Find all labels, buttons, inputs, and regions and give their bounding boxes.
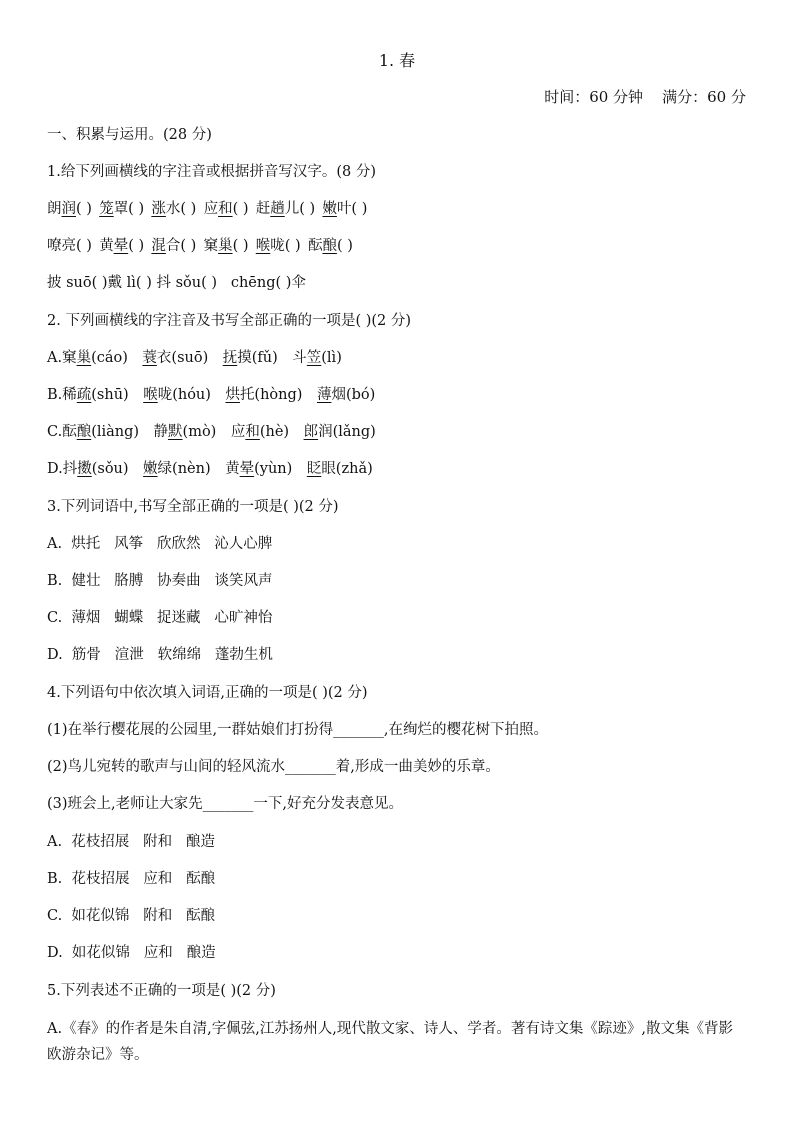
time-limit: 时间：60 分钟: [544, 88, 644, 106]
exam-meta: [544, 86, 746, 108]
question-1-row-2: [47, 235, 353, 257]
word-text: 黄: [99, 238, 114, 254]
word-text: 酝: [307, 238, 323, 254]
underlined-char: 烘: [225, 387, 240, 403]
question-2-option-b: [47, 384, 375, 406]
question-4-stem: 4.下列语句中依次填入词语,正确的一项是( )(2 分): [47, 685, 368, 701]
underlined-char: 眨: [306, 461, 322, 477]
question-4-option-b: B. 花枝招展 应和 酝酿: [47, 871, 216, 887]
word-blank: ( ): [232, 201, 249, 217]
underlined-char: 混: [151, 238, 166, 254]
word-blank: 合( ): [165, 238, 197, 254]
question-1-row-1: [47, 198, 367, 220]
full-score: 满分：60 分: [662, 88, 746, 106]
word-text: 窠: [62, 350, 77, 366]
pinyin-text: (lì): [321, 350, 342, 366]
word-text: 酝: [62, 424, 77, 440]
pinyin-text: (mò): [182, 424, 217, 440]
underlined-char: 笠: [306, 350, 322, 366]
row-3-part-2: chēng( )伞: [230, 275, 306, 291]
underlined-char: 喉: [143, 387, 158, 403]
word-blank: 咙( ): [270, 238, 301, 254]
word-text: 抖: [62, 461, 78, 477]
word-blank: ( ): [76, 201, 92, 217]
pinyin-text: 烟(bó): [331, 387, 376, 403]
underlined-char: 蓑: [142, 350, 157, 366]
underlined-char: 巢: [76, 350, 92, 366]
row-3-part-1: 披 suō( )戴 lì( ) 抖 sǒu( ): [47, 275, 217, 291]
option-letter: A.: [47, 350, 63, 366]
question-3-option-b: B. 健壮 胳膊 协奏曲 谈笑风声: [47, 573, 273, 589]
option-letter: D.: [47, 461, 63, 477]
question-4-sentence-3: (3)班会上,老师让大家先_______一下,好充分发表意见。: [47, 796, 404, 812]
underlined-char: 郎: [303, 424, 319, 440]
underlined-char: 笼: [99, 201, 114, 217]
word-text: 斗: [292, 350, 307, 366]
pinyin-text: 衣(suō): [156, 350, 209, 366]
word-text: 朗: [47, 201, 62, 217]
pinyin-text: (cáo): [91, 350, 128, 366]
question-2-stem: 2. 下列画横线的字注音及书写全部正确的一项是( )(2 分): [47, 313, 412, 329]
word-text: 静: [153, 424, 169, 440]
question-5-stem: 5.下列表述不正确的一项是( )(2 分): [47, 983, 276, 999]
question-3-option-a: A. 烘托 风筝 欣欣然 沁人心脾: [47, 536, 273, 552]
pinyin-text: 托(hòng): [239, 387, 303, 403]
underlined-char: 巢: [218, 238, 233, 254]
underlined-char: 抚: [222, 350, 238, 366]
question-3-option-d: D. 筋骨 渲泄 软绵绵 蓬勃生机: [47, 647, 273, 663]
page-title: 1. 春: [378, 51, 416, 70]
pinyin-text: (liàng): [91, 424, 140, 440]
pinyin-text: (sǒu): [91, 461, 129, 477]
underlined-char: 酿: [322, 238, 337, 254]
underlined-char: 喉: [255, 238, 271, 254]
word-blank: 叶( ): [336, 201, 368, 217]
underlined-char: 润: [61, 201, 76, 217]
question-3-option-c: C. 薄烟 蝴蝶 捉迷藏 心旷神怡: [47, 610, 273, 626]
underlined-char: 酿: [76, 424, 92, 440]
question-4-option-d: D. 如花似锦 应和 酿造: [47, 945, 216, 961]
question-2-option-c: [47, 421, 376, 443]
word-blank: ( ): [232, 238, 249, 254]
underlined-char: 涨: [151, 201, 166, 217]
option-letter: B.: [47, 387, 63, 403]
pinyin-text: (shū): [91, 387, 129, 403]
underlined-char: 薄: [316, 387, 332, 403]
underlined-char: 嫩: [143, 461, 158, 477]
pinyin-text: (hè): [259, 424, 290, 440]
underlined-char: 默: [168, 424, 183, 440]
question-2-option-d: [47, 458, 373, 480]
question-1-stem: 1.给下列画横线的字注音或根据拼音写汉字。(8 分): [47, 164, 376, 180]
section-heading: 一、积累与运用。(28 分): [47, 127, 212, 143]
word-text: 稀: [62, 387, 77, 403]
question-5-option-a: A.《春》的作者是朱自清,字佩弦,江苏扬州人,现代散文家、诗人、学者。著有诗文集《踪迹》,散文集《背影欧游杂记》等。: [47, 1021, 734, 1063]
underlined-char: 晕: [239, 461, 255, 477]
pinyin-text: 绿(nèn): [157, 461, 211, 477]
question-3-stem: 3.下列词语中,书写全部正确的一项是( )(2 分): [47, 499, 339, 515]
underlined-char: 趟: [270, 201, 285, 217]
word-text: 窠: [203, 238, 219, 254]
question-4-sentence-1: (1)在举行樱花展的公园里,一群姑娘们打扮得_______,在绚烂的樱花树下拍照。: [47, 722, 549, 738]
word-text: 赶: [255, 201, 271, 217]
word-blank: 罩( ): [113, 201, 145, 217]
question-4-option-c: C. 如花似锦 附和 酝酿: [47, 908, 216, 924]
underlined-char: 疏: [76, 387, 92, 403]
question-1-row-3: [47, 272, 306, 294]
word-blank: ( ): [128, 238, 145, 254]
question-4-option-a: A. 花枝招展 附和 酿造: [47, 834, 215, 850]
underlined-char: 擞: [77, 461, 92, 477]
pinyin-text: 润(lǎng): [318, 424, 376, 440]
word-blank: ( ): [336, 238, 353, 254]
word-text: 应: [203, 201, 219, 217]
pinyin-text: 眼(zhǎ): [321, 461, 373, 477]
pinyin-text: (yùn): [254, 461, 293, 477]
option-letter: C.: [47, 424, 63, 440]
word-blank: 儿( ): [284, 201, 316, 217]
word-blank: 水( ): [165, 201, 197, 217]
question-2-option-a: [47, 347, 342, 369]
underlined-char: 和: [218, 201, 233, 217]
underlined-char: 晕: [113, 238, 129, 254]
word-text: 黄: [225, 461, 240, 477]
pinyin-text: 咙(hóu): [157, 387, 211, 403]
underlined-char: 嫩: [322, 201, 337, 217]
word-text: 嘹亮( ): [47, 238, 92, 254]
word-text: 应: [230, 424, 246, 440]
pinyin-text: 摸(fǔ): [237, 350, 278, 366]
underlined-char: 和: [245, 424, 260, 440]
question-4-sentence-2: (2)鸟儿宛转的歌声与山间的轻风流水_______着,形成一曲美妙的乐章。: [47, 759, 500, 775]
